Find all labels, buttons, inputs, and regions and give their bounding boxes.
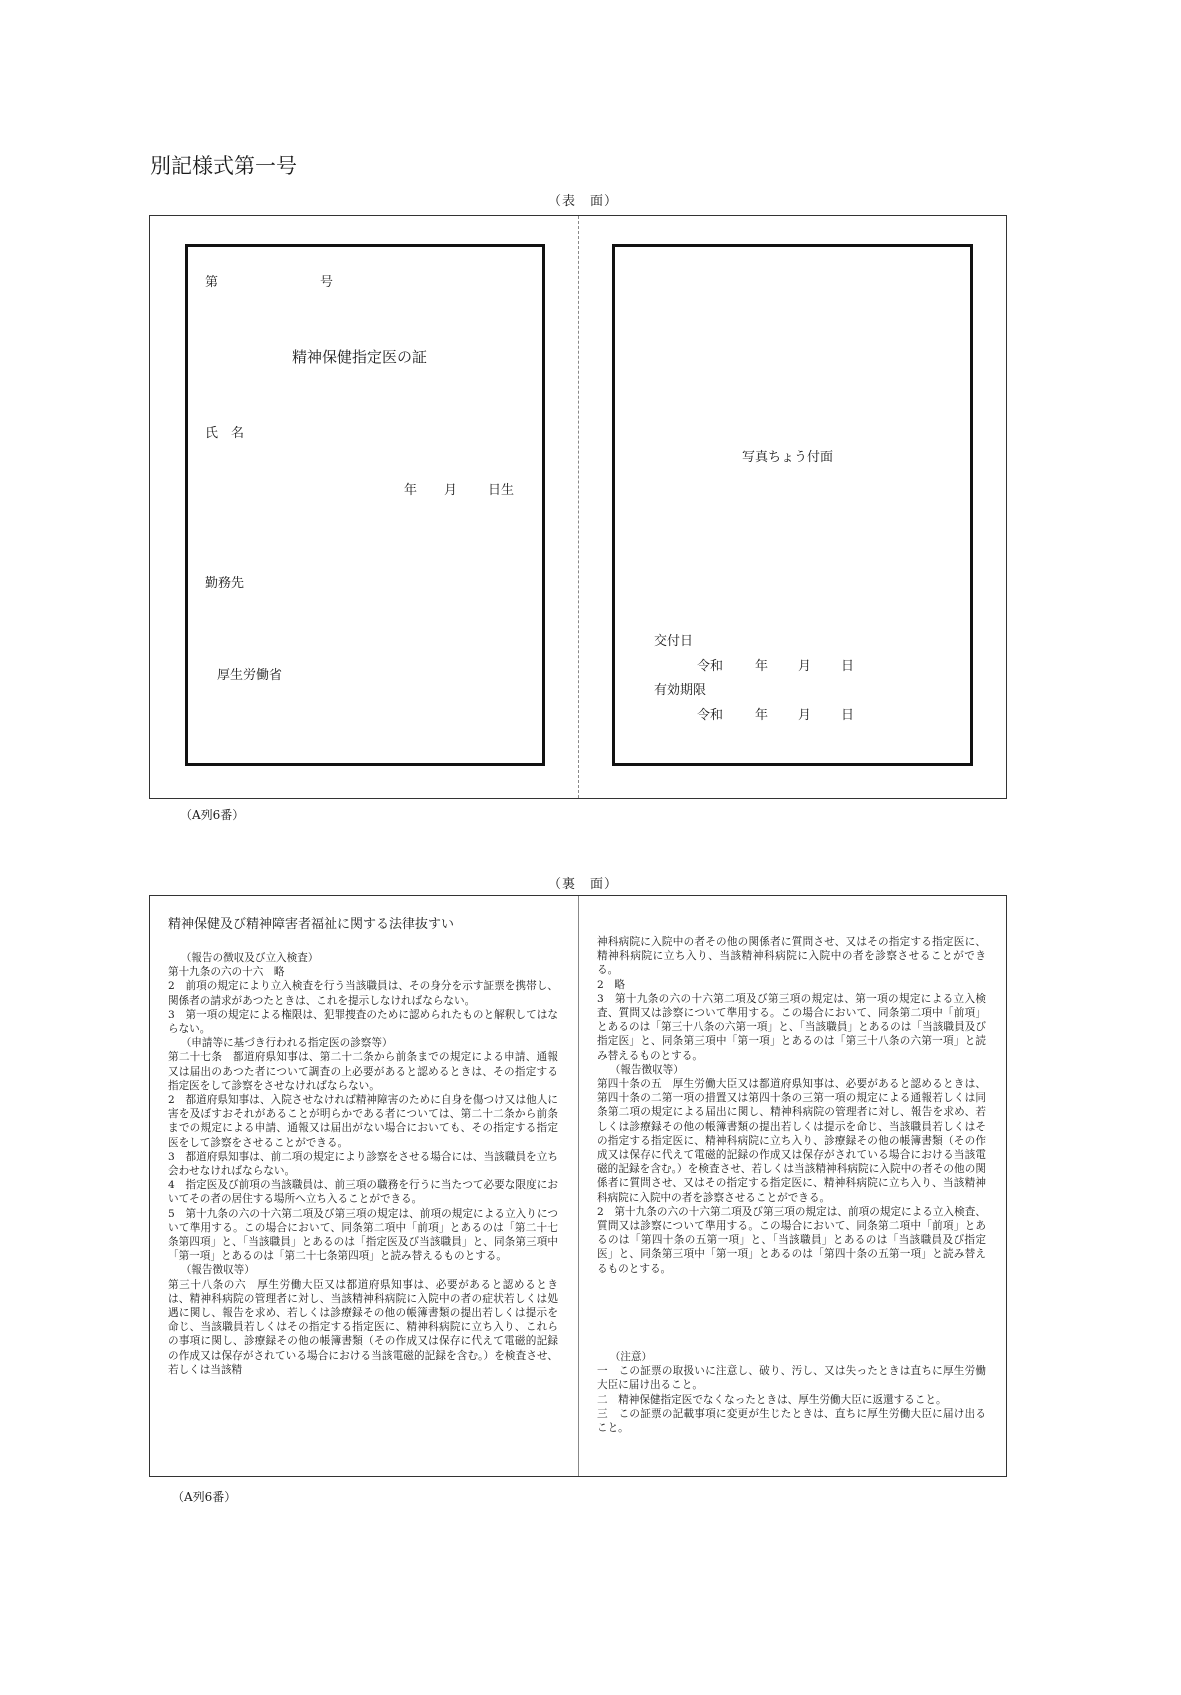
valid-day: 日	[841, 708, 855, 723]
certificate-title: 精神保健指定医の証	[292, 348, 428, 366]
law-paragraph: 3 第一項の規定による権限は、犯罪捜査のために認められたものと解釈してはならない。	[168, 1008, 558, 1036]
name-label: 氏 名	[205, 426, 245, 441]
photo-label: 写真ちょう付面	[742, 450, 834, 465]
section-heading: （報告の徴収及び立入検査）	[180, 952, 319, 964]
number-prefix: 第	[205, 275, 219, 290]
front-side-label: （表 面）	[548, 194, 619, 209]
section-heading: （申請等に基づき行われる指定医の診察等）	[180, 1037, 393, 1050]
birth-month: 月	[444, 483, 458, 498]
law-paragraph: 3 第十九条の六の十六第二項及び第三項の規定は、第一項の規定による立入検査、質問又は診察について準用する。この場合において、同条第二項中「前項」とあるのは「第三十八条の六第一項」と、「当該職員」とあるのは「当該職員及び指定医」と、同条第三項中「第一項」とあるのは「第三十八条の六第一項」と読み替えるものとする。	[597, 992, 986, 1062]
law-text-right-column	[597, 935, 986, 1276]
law-paragraph: 三 この証票の記載事項に変更が生じたときは、直ちに厚生労働大臣に届け出ること。	[597, 1407, 986, 1435]
law-title: 精神保健及び精神障害者福祉に関する法律抜すい	[168, 917, 455, 932]
valid-era: 令和	[697, 708, 724, 723]
law-paragraph: 第四十条の五 厚生労働大臣又は都道府県知事は、必要があると認めるときは、第四十条の二第一項の措置又は第四十条の三第一項の規定による通報若しくは同条第二項の規定による届出に関し、精神科病院の管理者に対し、報告を求め、若しくは診療録その他の帳簿書類の提出若しくは提示を命じ、当該職員若しくはその指定する指定医に、精神科病院に立ち入り、診療録その他の帳簿書類（その作成又は保存に代えて電磁的記録の作成又は保存がされている場合における当該電磁的記録を含む。）を検査させ、若しくは当該精神科病院に入院中の者その他の関係者に質問させ、又はその指定する指定医に、精神科病院に立ち入り、当該精神科病院に入院中の者を診察させることができる。	[597, 1078, 986, 1204]
section-heading: （報告徴収等）	[180, 1264, 255, 1277]
law-paragraph: 4 指定医及び前項の当該職員は、前三項の職務を行うに当たつて必要な限度においてその者の居住する場所へ立ち入ることができる。	[168, 1179, 558, 1206]
valid-month: 月	[798, 708, 812, 723]
front-size-note: （A列6番）	[180, 808, 245, 822]
birth-day: 日生	[488, 483, 515, 498]
law-paragraph: 5 第十九条の六の十六第二項及び第三項の規定は、前項の規定による立入りについて準用する。この場合において、同条第二項中「前項」とあるのは「第二十七条第四項」と、「当該職員」とあるのは「指定医及び当該職員」と、同条第三項中「第一項」とあるのは「第二十七条第四項」と読み替えるものとする。	[168, 1207, 558, 1263]
issue-month: 月	[798, 659, 812, 674]
valid-year: 年	[755, 708, 769, 723]
issue-date-label: 交付日	[654, 634, 694, 649]
law-paragraph: 第三十八条の六 厚生労働大臣又は都道府県知事は、必要があると認めるときは、精神科病院の管理者に対し、当該精神科病院に入院中の者の症状若しくは処遇に関し、報告を求め、若しくは診療録その他の帳簿書類の提出若しくは提示を命じ、当該職員若しくはその指定する指定医に、精神科病院に立ち入り、これらの事項に関し、診療録その他の帳簿書類（その作成又は保存に代えて電磁的記録の作成又は保存がされている場合における当該電磁的記録を含む。）を検査させ、若しくは当該精	[168, 1278, 558, 1376]
fold-line	[578, 216, 579, 798]
fold-line	[578, 896, 579, 1476]
form-title: 別記様式第一号	[150, 154, 297, 178]
back-size-note: （A列6番）	[172, 1490, 237, 1504]
notes-section	[597, 1350, 986, 1435]
law-paragraph: 二 精神保健指定医でなくなったときは、厚生労働大臣に返還すること。	[597, 1393, 947, 1406]
law-paragraph: 2 略	[597, 978, 625, 991]
law-paragraph: 一 この証票の取扱いに注意し、破り、汚し、又は失ったときは直ちに厚生労働大臣に届け出ること。	[597, 1365, 986, 1392]
law-paragraph: 第十九条の六の十六 略	[168, 966, 285, 979]
back-side-label: （裏 面）	[548, 877, 619, 892]
law-paragraph: 3 都道府県知事は、前二項の規定により診察をさせる場合には、当該職員を立ち会わせなければならない。	[168, 1150, 558, 1178]
section-heading: （報告徴収等）	[609, 1063, 684, 1076]
number-suffix: 号	[320, 275, 334, 290]
law-paragraph: 神科病院に入院中の者その他の関係者に質問させ、又はその指定する指定医に、精神科病院に立ち入り、当該精神科病院に入院中の者を診察させることができる。	[597, 936, 986, 977]
workplace-label: 勤務先	[205, 576, 245, 591]
law-text-left-column	[168, 951, 558, 1377]
section-heading: （注意）	[609, 1351, 653, 1363]
issue-era: 令和	[697, 659, 724, 674]
issue-day: 日	[841, 659, 855, 674]
birth-year: 年	[404, 483, 418, 498]
validity-label: 有効期限	[654, 683, 707, 698]
law-paragraph: 2 都道府県知事は、入院させなければ精神障害のために自身を傷つけ又は他人に害を及ぼすおそれがあることが明らかである者については、第二十二条から前条までの規定による申請、通報又は届出がない場合においても、その指定する指定医をして診察をさせることができる。	[168, 1094, 558, 1149]
law-paragraph: 第二十七条 都道府県知事は、第二十二条から前条までの規定による申請、通報又は届出のあつた者について調査の上必要があると認めるときは、その指定する指定医をして診察をさせなければならない。	[168, 1051, 558, 1092]
issue-year: 年	[755, 659, 769, 674]
certificate-card	[185, 244, 545, 766]
issuer: 厚生労働省	[217, 668, 283, 683]
law-paragraph: 2 前項の規定により立入検査を行う当該職員は、その身分を示す証票を携帯し、関係者の請求があつたときは、これを提示しなければならない。	[168, 980, 558, 1007]
law-paragraph: 2 第十九条の六の十六第二項及び第三項の規定は、前項の規定による立入検査、質問又は診察について準用する。この場合において、同条第二項中「前項」とあるのは「第四十条の五第一項」と、「当該職員」とあるのは「当該職員及び指定医」と、同条第三項中「第一項」とあるのは「第四十条の五第一項」と読み替えるものとする。	[597, 1205, 986, 1275]
